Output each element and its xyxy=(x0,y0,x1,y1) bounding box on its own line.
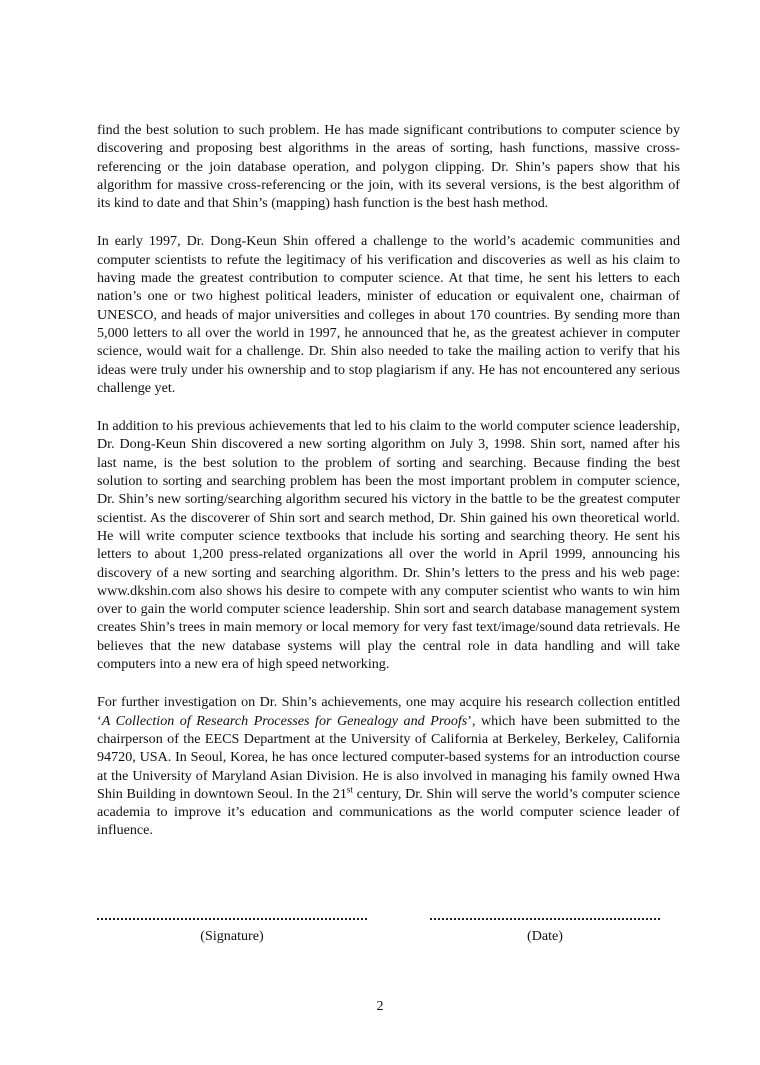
date-line xyxy=(430,910,660,920)
signature-line xyxy=(97,910,367,920)
final-text-part2: ’, which have been submitted to the chairperson of the EECS Department at the University of California at Berkeley, Berkeley, California 94720, USA. In Seoul, Korea, he has once lectured computer-based systems for an introduction course at the University of Maryland Asian Division. He is also involved in managing his family owned Hwa Shin Building in downtown Seoul. In the 21 xyxy=(97,712,680,802)
paragraph-challenge-1997: In early 1997, Dr. Dong-Keun Shin offered a challenge to the world’s academic communities and computer scientists to refute the legitimacy of his verification and discoveries as well as his claim to having made the greatest contribution to computer science. At that time, he sent his letters to each nation’s one or two highest political leaders, minister of education or equivalent one, chairman of UNESCO, and heads of major universities and colleges in about 170 countries. By sending more than 5,000 letters to all over the world in 1997, he announced that he, as the greatest achiever in computer science, would wait for a challenge. Dr. Shin also needed to take the mailing action to verify that his ideas were truly under his ownership and to stop plagiarism if any. He has not encountered any serious challenge yet. xyxy=(97,233,680,396)
superscript-st: st xyxy=(346,784,353,795)
paragraph-contributions: find the best solution to such problem. He has made significant contributions to computer science by discovering and proposing best algorithms in the areas of sorting, hash functions, massive cross-referencing or the join database operation, and polygon clipping. Dr. Shin’s papers show that his algorithm for massive cross-referencing or the join, with its several versions, is the best algorithm of its kind to date and that Shin’s (mapping) hash function is the best hash method. xyxy=(97,122,680,212)
final-text-part1: For further investigation on Dr. Shin’s achievements, one may acquire his research collection entitled ‘ xyxy=(97,694,680,729)
signature-block xyxy=(97,910,367,945)
page-number: 2 xyxy=(376,999,384,1014)
date-label: (Date) xyxy=(527,928,563,944)
paragraph-shin-sort: In addition to his previous achievements that led to his claim to the world computer science leadership, Dr. Dong-Keun Shin discovered a new sorting algorithm on July 3, 1998. Shin sort, named after his last name, is the best solution to the problem of sorting and searching. Because finding the best solution to sorting and searching problem has been the most important problem in computer science, Dr. Shin’s new sorting/searching algorithm secured his victory in the battle to be the greatest computer scientist. As the discoverer of Shin sort and search method, Dr. Shin gained his own theoretical world. He will write computer science textbooks that include his sorting and searching theory. He sent his letters to about 1,200 press-related organizations all over the world in April 1999, announcing his discovery of a new sorting and searching algorithm. Dr. Shin’s letters to the press and his web page: www.dkshin.com also shows his desire to compete with any computer scientist who wants to win him over to gain the world computer science leadership. Shin sort and search database management system creates Shin’s trees in main memory or local memory for very fast text/image/sound data retrievals. He believes that the new database systems will play the central role in data handling and will take computers into a new era of high speed networking. xyxy=(97,418,680,673)
paragraph-further-investigation xyxy=(97,693,680,839)
research-collection-title: A Collection of Research Processes for Genealogy and Proofs xyxy=(101,712,468,729)
signature-label: (Signature) xyxy=(200,928,264,944)
final-text-part3: century, Dr. Shin will serve the world’s computer science academia to improve it’s education and communications as the world computer science leader of influence. xyxy=(97,785,680,839)
document-body xyxy=(97,121,680,860)
date-block xyxy=(430,910,660,945)
